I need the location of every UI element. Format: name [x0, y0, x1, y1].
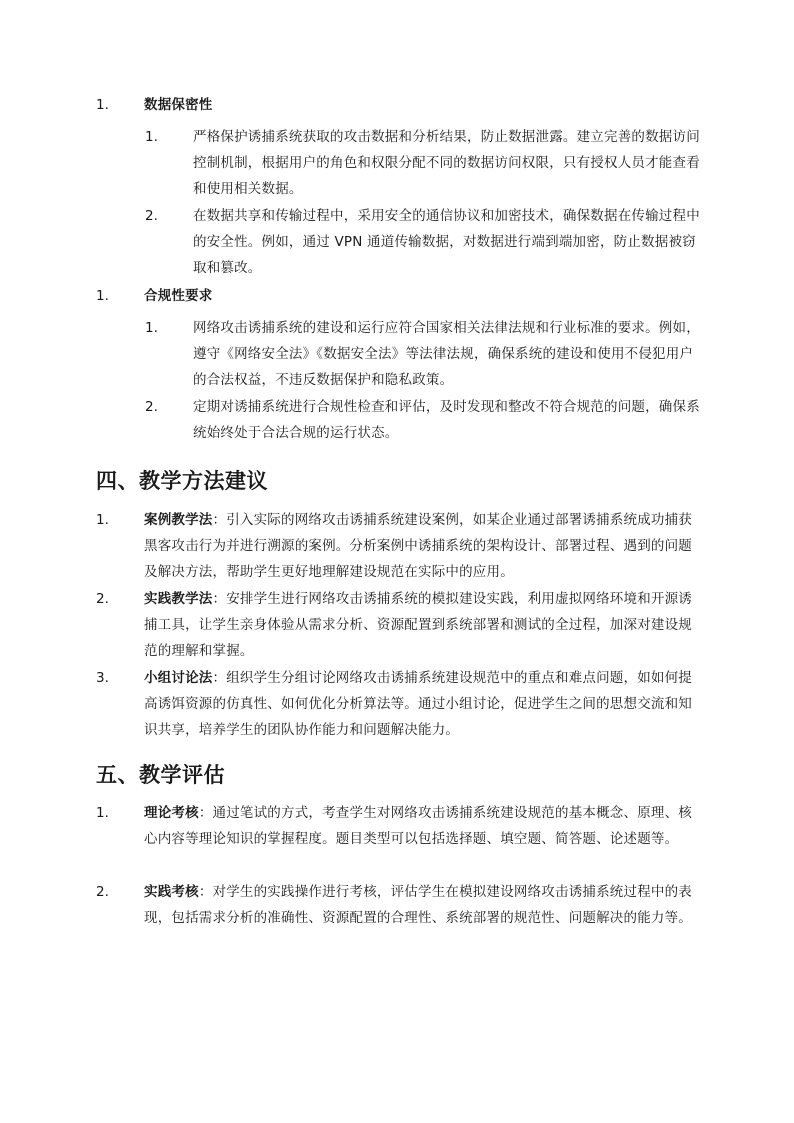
- list-item-label: 案例教学法: [144, 512, 213, 528]
- list-item-case-teaching: [96, 507, 700, 585]
- list-item-theory-exam: [96, 800, 700, 852]
- list-item-label: 实践考核: [144, 884, 199, 900]
- sub-list-item: [145, 124, 700, 202]
- list-item-data-confidentiality: [96, 92, 700, 118]
- sub-list-item: [145, 394, 700, 446]
- list-item-text: 定期对诱捕系统进行合规性检查和评估，及时发现和整改不符合规范的问题，确保系统始终处于合法合规的运行状态。: [193, 399, 700, 441]
- list-item-body: ：引入实际的网络攻击诱捕系统建设案例，如某企业通过部署诱捕系统成功捕获黑客攻击行为并进行溯源的案例。分析案例中诱捕系统的架构设计、部署过程、遇到的问题及解决方法，帮助学生更好地理解建设规范在实际中的应用。: [144, 512, 692, 580]
- list-item-text: [144, 586, 700, 664]
- section-heading-teaching-assessment: 五、教学评估: [96, 763, 225, 787]
- list-item-title: 合规性要求: [144, 288, 213, 304]
- list-item-text: 在数据共享和传输过程中，采用安全的通信协议和加密技术，确保数据在传输过程中的安全性。例如，通过 VPN 通道传输数据，对数据进行端到端加密，防止数据被窃取和篡改。: [193, 208, 700, 276]
- list-number: 2.: [96, 884, 109, 900]
- list-number: 2.: [96, 591, 109, 607]
- list-item-body: ：对学生的实践操作进行考核，评估学生在模拟建设网络攻击诱捕系统过程中的表现，包括需求分析的准确性、资源配置的合理性、系统部署的规范性、问题解决的能力等。: [144, 884, 693, 926]
- list-item-label: 实践教学法: [144, 591, 213, 607]
- list-item-group-discussion: [96, 665, 700, 743]
- list-number: 2.: [145, 399, 158, 415]
- list-item-compliance: [96, 283, 700, 309]
- section-heading-teaching-methods: 四、教学方法建议: [96, 469, 268, 493]
- list-number: 1.: [96, 97, 109, 113]
- list-item-practice-teaching: [96, 586, 700, 664]
- list-number: 1.: [145, 320, 158, 336]
- list-item-text: 网络攻击诱捕系统的建设和运行应符合国家相关法律法规和行业标准的要求。例如，遵守《网络安全法》《数据安全法》等法律法规，确保系统的建设和使用不侵犯用户的合法权益，不违反数据保护和隐私政策。: [193, 320, 700, 388]
- list-item-text: [144, 879, 700, 931]
- list-number: 1.: [96, 512, 109, 528]
- list-item-body: ：通过笔试的方式，考查学生对网络攻击诱捕系统建设规范的基本概念、原理、核心内容等理论知识的掌握程度。题目类型可以包括选择题、填空题、简答题、论述题等。: [144, 805, 693, 847]
- list-item-body: ：组织学生分组讨论网络攻击诱捕系统建设规范中的重点和难点问题，如如何提高诱饵资源的仿真性、如何优化分析算法等。通过小组讨论，促进学生之间的思想交流和知识共享，培养学生的团队协作能力和问题解决能力。: [144, 670, 692, 738]
- list-item-text: [144, 665, 700, 743]
- list-number: 2.: [145, 208, 158, 224]
- list-item-body: ：安排学生进行网络攻击诱捕系统的模拟建设实践，利用虚拟网络环境和开源诱捕工具，让学生亲身体验从需求分析、资源配置到系统部署和测试的全过程，加深对建设规范的理解和掌握。: [144, 591, 692, 659]
- list-item-title: 数据保密性: [144, 97, 213, 113]
- list-item-label: 小组讨论法: [144, 670, 213, 686]
- list-item-text: 严格保护诱捕系统获取的攻击数据和分析结果，防止数据泄露。建立完善的数据访问控制机制，根据用户的角色和权限分配不同的数据访问权限，只有授权人员才能查看和使用相关数据。: [193, 129, 700, 197]
- list-number: 1.: [145, 129, 158, 145]
- sub-list-item: [145, 315, 700, 393]
- sub-list-item: [145, 203, 700, 281]
- list-number: 3.: [96, 670, 109, 686]
- list-item-text: [144, 800, 700, 852]
- list-item-label: 理论考核: [144, 805, 199, 821]
- list-item-practice-exam: [96, 879, 700, 931]
- list-number: 1.: [96, 805, 109, 821]
- list-item-text: [144, 507, 700, 585]
- list-number: 1.: [96, 288, 109, 304]
